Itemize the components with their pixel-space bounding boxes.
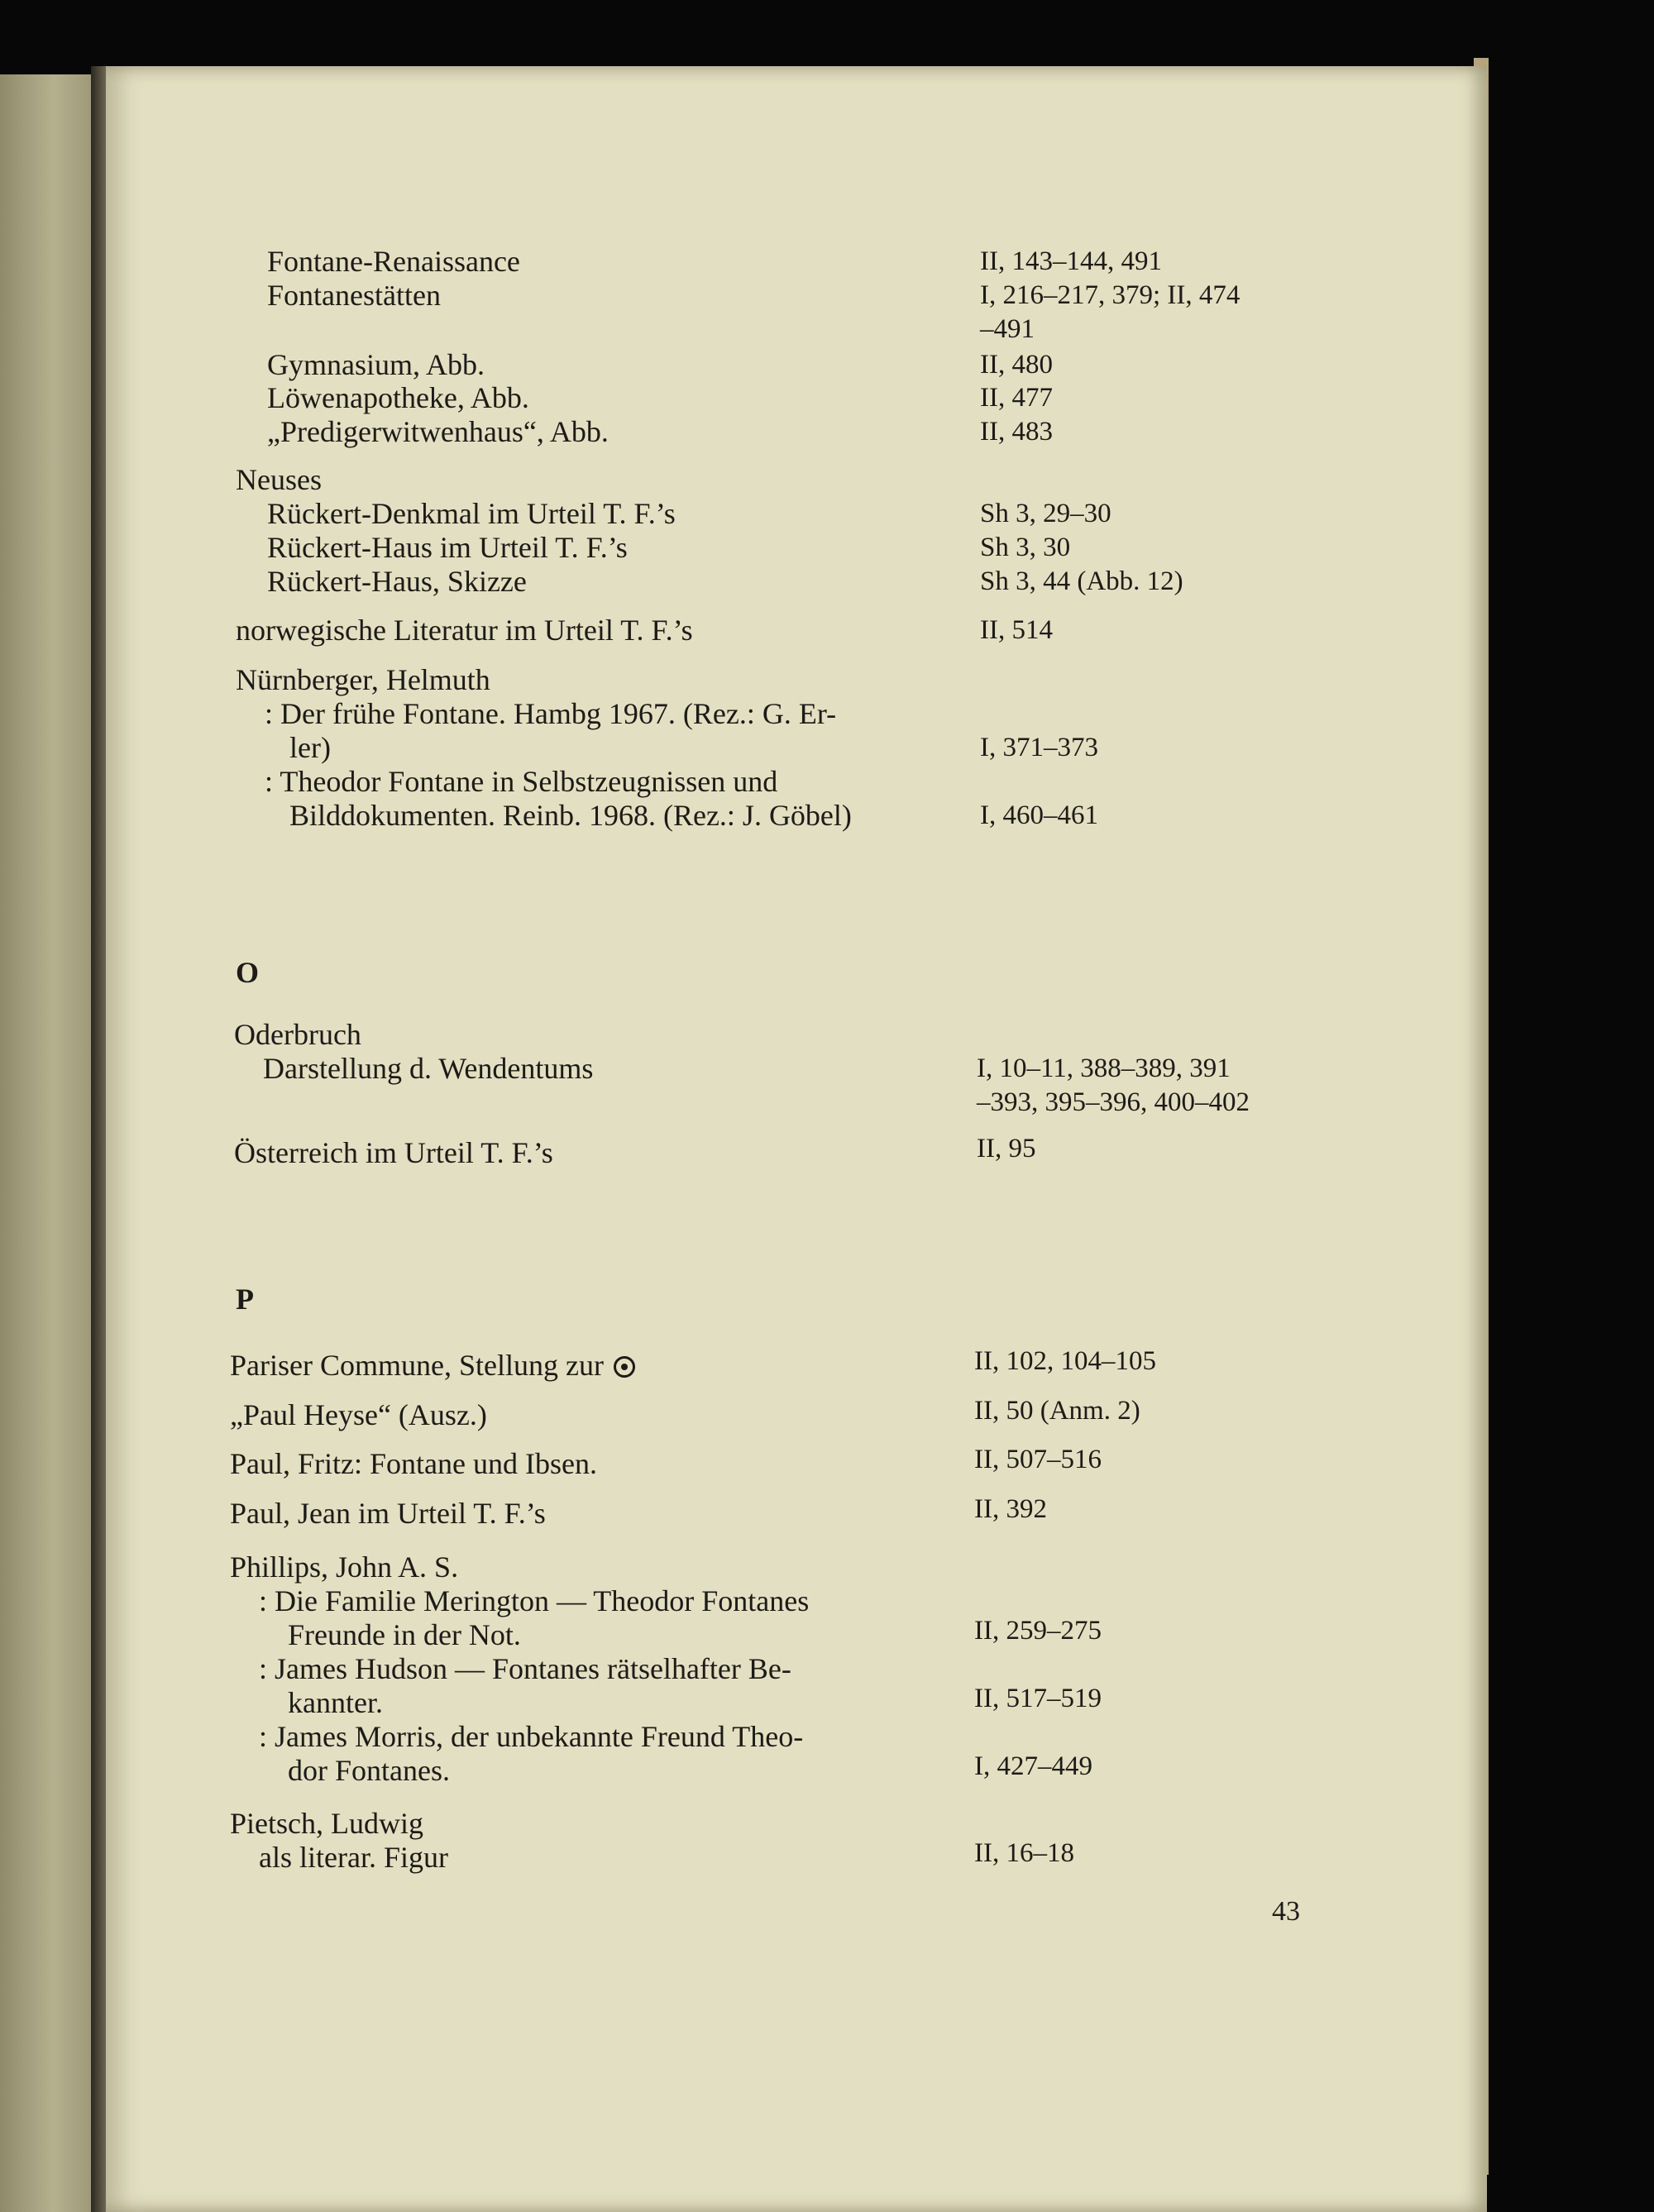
ref-fontanestaetten: I, 216–217, 379; II, 474 [980,280,1240,310]
entry-neuses: Neuses [236,463,322,496]
ref-wendentum-cont: –393, 395–396, 400–402 [977,1087,1250,1117]
ref-selbstzeugnisse: I, 460–461 [980,800,1098,830]
entry-oderbruch: Oderbruch [234,1018,361,1051]
left-page-edge [0,74,98,2212]
entry-james-morris: : James Morris, der unbekannte Freund Theo- [259,1720,804,1753]
ref-predigerwitwenhaus: II, 483 [980,417,1053,447]
entry-phillips: Phillips, John A. S. [230,1550,459,1584]
entry-oesterreich: Österreich im Urteil T. F.’s [234,1136,553,1169]
ref-loewenapotheke: II, 477 [980,383,1053,413]
page-number: 43 [1272,1896,1300,1927]
entry-paul-fritz: Paul, Fritz: Fontane und Ibsen. [230,1447,597,1480]
section-letter-o: O [236,956,260,989]
ref-familie-merington: II, 259–275 [974,1616,1102,1646]
entry-literar-figur: als literar. Figur [259,1841,448,1874]
entry-predigerwitwenhaus: „Predigerwitwenhaus“, Abb. [267,415,609,448]
index-page [106,66,1487,2212]
ref-der-fruehe-fontane: I, 371–373 [980,733,1098,762]
entry-nuernberger: Nürnberger, Helmuth [236,663,490,696]
entry-paul-jean: Paul, Jean im Urteil T. F.’s [230,1497,546,1530]
entry-selbstzeugnisse-cont: Bilddokumenten. Reinb. 1968. (Rez.: J. Göbel) [289,799,852,832]
entry-pietsch: Pietsch, Ludwig [230,1807,423,1840]
entry-rueckert-denkmal: Rückert-Denkmal im Urteil T. F.’s [267,497,676,530]
entry-selbstzeugnisse: : Theodor Fontane in Selbstzeugnissen und [265,765,778,798]
section-letter-p: P [236,1283,254,1316]
ref-paul-jean: II, 392 [974,1494,1047,1524]
entry-familie-merington-cont: Freunde in der Not. [288,1618,521,1651]
entry-rueckert-haus: Rückert-Haus im Urteil T. F.’s [267,531,628,564]
ref-james-morris: I, 427–449 [974,1751,1092,1781]
entry-james-morris-cont: dor Fontanes. [288,1754,450,1787]
ref-literar-figur: II, 16–18 [974,1838,1074,1868]
ref-rueckert-haus-skizze: Sh 3, 44 (Abb. 12) [980,566,1183,596]
entry-pariser-commune-text: Pariser Commune, Stellung zur [230,1349,604,1382]
ref-pariser-commune: II, 102, 104–105 [974,1346,1156,1376]
ref-james-hudson: II, 517–519 [974,1684,1102,1713]
entry-pariser-commune [230,1350,635,1380]
entry-familie-merington: : Die Familie Merington — Theodor Fontanes [259,1584,810,1617]
entry-gymnasium: Gymnasium, Abb. [267,348,485,381]
ref-rueckert-denkmal: Sh 3, 29–30 [980,499,1111,528]
ref-paul-heyse: II, 50 (Anm. 2) [974,1396,1140,1426]
ref-gymnasium: II, 480 [980,350,1053,380]
entry-loewenapotheke: Löwenapotheke, Abb. [267,381,529,414]
entry-wendentum: Darstellung d. Wendentums [263,1052,594,1085]
entry-james-hudson-cont: kannter. [288,1686,383,1719]
ref-oesterreich: II, 95 [977,1134,1036,1163]
entry-fontane-renaissance: Fontane-Renaissance [267,245,520,278]
entry-rueckert-haus-skizze: Rückert-Haus, Skizze [267,565,527,598]
entry-der-fruehe-fontane: : Der frühe Fontane. Hambg 1967. (Rez.: G. Er- [265,697,837,730]
entry-james-hudson: : James Hudson — Fontanes rätselhafter Be- [259,1652,791,1685]
ref-wendentum: I, 10–11, 388–389, 391 [977,1053,1231,1083]
sun-symbol-icon [614,1356,635,1378]
ref-paul-fritz: II, 507–516 [974,1445,1102,1474]
entry-fontanestaetten: Fontanestätten [267,279,441,312]
entry-paul-heyse: „Paul Heyse“ (Ausz.) [230,1398,487,1431]
ref-fontanestaetten-cont: –491 [980,314,1035,344]
ref-fontane-renaissance: II, 143–144, 491 [980,246,1162,276]
entry-der-fruehe-fontane-cont: ler) [289,731,331,764]
ref-rueckert-haus: Sh 3, 30 [980,533,1071,562]
ref-norwegische-literatur: II, 514 [980,615,1053,645]
entry-norwegische-literatur: norwegische Literatur im Urteil T. F.’s [236,614,693,647]
